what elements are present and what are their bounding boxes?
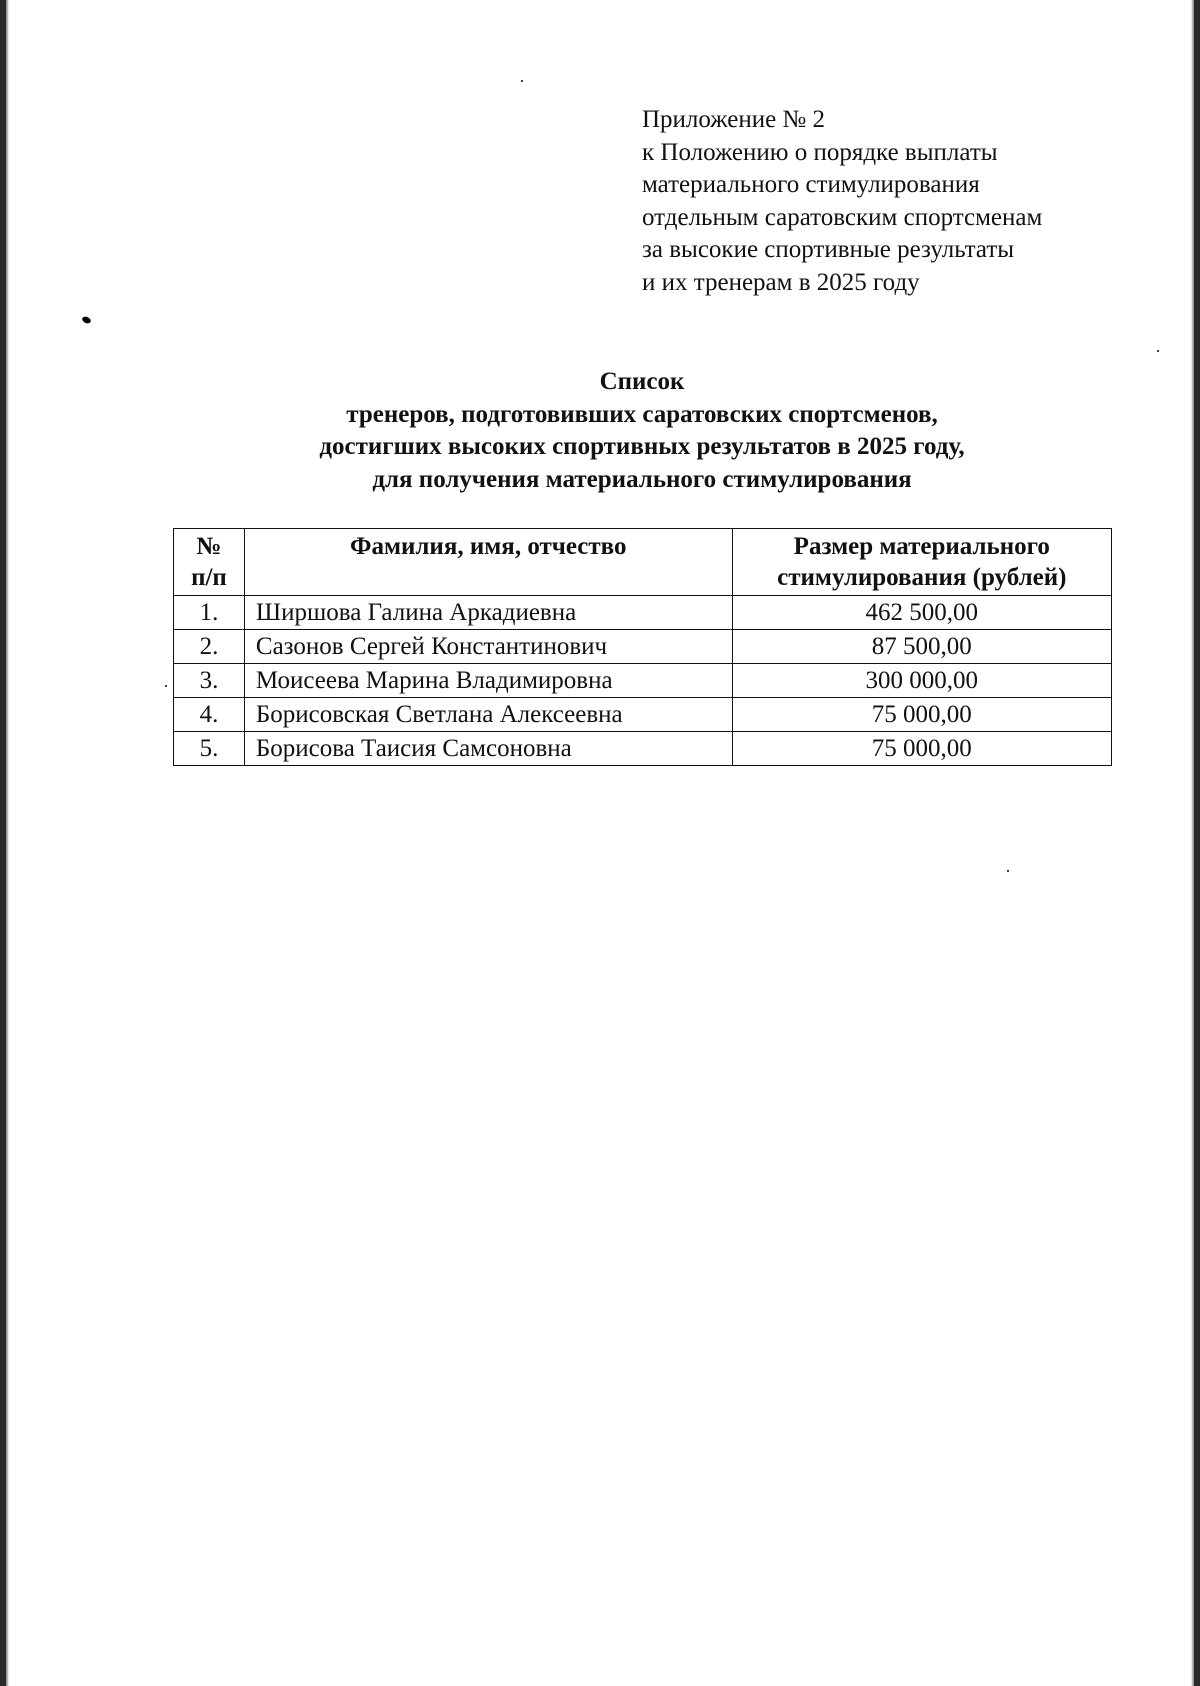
row-number: 5. (174, 732, 245, 766)
row-number: 4. (174, 698, 245, 732)
title-line-2: тренеров, подготовивших саратовских спортсменов, (346, 400, 938, 428)
annex-line-1: Приложение № 2 (642, 106, 826, 133)
scan-edge-right-shadow (1191, 0, 1194, 1686)
row-number: 3. (174, 664, 245, 698)
row-number: 1. (174, 596, 245, 630)
header-full-name-text: Фамилия, имя, отчество (350, 533, 627, 560)
row-amount: 75 000,00 (732, 698, 1111, 732)
annex-line-2: к Положению о порядке выплаты (642, 138, 998, 166)
header-number-line-2: п/п (191, 564, 227, 591)
header-number-line-1: № (196, 533, 222, 560)
scan-edge-left-shadow (6, 0, 9, 1686)
row-full-name: Сазонов Сергей Константинович (244, 630, 732, 664)
row-amount: 462 500,00 (732, 596, 1111, 630)
scan-edge-right (1194, 0, 1200, 1686)
scan-speck (1157, 350, 1159, 352)
header-amount (732, 529, 1111, 596)
scan-speck (521, 80, 523, 82)
annex-line-6: и их тренерам в 2025 году (642, 268, 920, 296)
table-row (174, 630, 1112, 664)
row-full-name: Борисовская Светлана Алексеевна (244, 698, 732, 732)
title-line-4: для получения материального стимулирования (372, 465, 912, 493)
scan-speck (81, 315, 92, 324)
header-number (174, 529, 245, 596)
table-row (174, 596, 1112, 630)
table-row (174, 732, 1112, 766)
row-amount: 75 000,00 (732, 732, 1111, 766)
row-full-name: Борисова Таисия Самсоновна (244, 732, 732, 766)
annex-line-5: за высокие спортивные результаты (642, 236, 1015, 263)
scan-speck (165, 685, 167, 687)
table-row (174, 664, 1112, 698)
row-amount: 87 500,00 (732, 630, 1111, 664)
annex-header (642, 104, 1142, 299)
coaches-table (173, 528, 1112, 766)
header-amount-line-1: Размер материального (793, 533, 1050, 560)
row-full-name: Ширшова Галина Аркадиевна (244, 596, 732, 630)
document-title (150, 366, 1134, 496)
row-full-name: Моисеева Марина Владимировна (244, 664, 732, 698)
header-full-name (244, 529, 732, 596)
table-row (174, 698, 1112, 732)
table-header-row (174, 529, 1112, 596)
row-amount: 300 000,00 (732, 664, 1111, 698)
scan-speck (1007, 870, 1009, 872)
title-line-3: достигших высоких спортивных результатов в 2025 году, (319, 433, 965, 460)
title-line-1: Список (599, 368, 685, 395)
row-number: 2. (174, 630, 245, 664)
annex-line-4: отдельным саратовским спортсменам (642, 203, 1043, 231)
header-amount-line-2: стимулирования (рублей) (777, 564, 1067, 591)
annex-line-3: материального стимулирования (642, 171, 980, 198)
